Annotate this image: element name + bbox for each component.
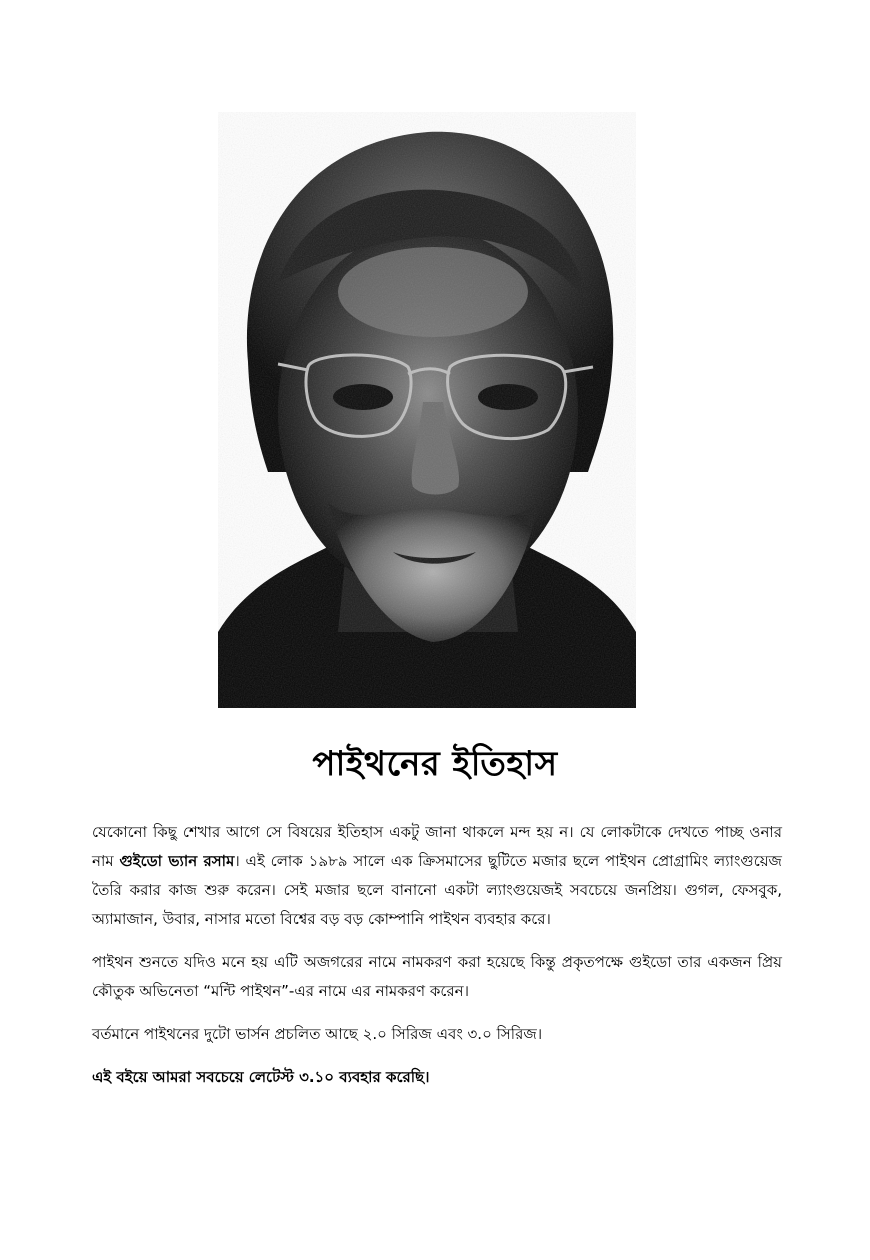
paragraph-versions: বর্তমানে পাইথনের দুটো ভার্সন প্রচলিত আছে ২.০ সিরিজ এবং ৩.০ সিরিজ। xyxy=(92,1025,543,1043)
paragraph-intro-part-1: যেকোনো কিছু শেখার আগে সে বিষয়ের ইতিহাস একটু জানা থাকলে মন্দ হয় ন। যে লোকটাকে দেখতে পাচ্ছ ওনার নাম xyxy=(92,823,782,870)
inventor-name: গুইডো ভ্যান রসাম xyxy=(119,852,235,870)
paragraph-name-origin: পাইথন শুনতে যদিও মনে হয় এটি অজগরের নামে নামকরণ করা হয়েছে কিন্তু প্রকৃতপক্ষে গুইডো তার একজন প্রিয় কৌতুক অভিনেতা “মন্টি পাইথন”-এর নামে এর নামকরণ করেন। xyxy=(92,953,782,1000)
paragraph-intro-part-2: । এই লোক ১৯৮৯ সালে এক ক্রিসমাসের ছুটিতে মজার ছলে পাইথন প্রোগ্রামিং ল্যাংগুয়েজ তৈরি করার কাজ শুরু করেন। সেই মজার ছলে বানানো একটা ল্যাংগুয়েজই সবচেয়ে জনপ্রিয়। গুগল, ফেসবুক, অ্যামাজান, উবার, নাসার মতো বিশ্বের বড় বড় কোম্পানি পাইথন ব্যবহার করে। xyxy=(92,852,782,928)
paragraph-intro xyxy=(92,818,782,934)
portrait-image xyxy=(218,112,636,708)
paragraph-book-version: এই বইয়ে আমরা সবচেয়ে লেটেস্ট ৩.১০ ব্যবহার করেছি। xyxy=(92,1068,430,1086)
article-body xyxy=(92,818,782,1106)
page-title: পাইথনের ইতিহাস xyxy=(312,744,558,784)
portrait-photo-icon xyxy=(218,112,636,708)
